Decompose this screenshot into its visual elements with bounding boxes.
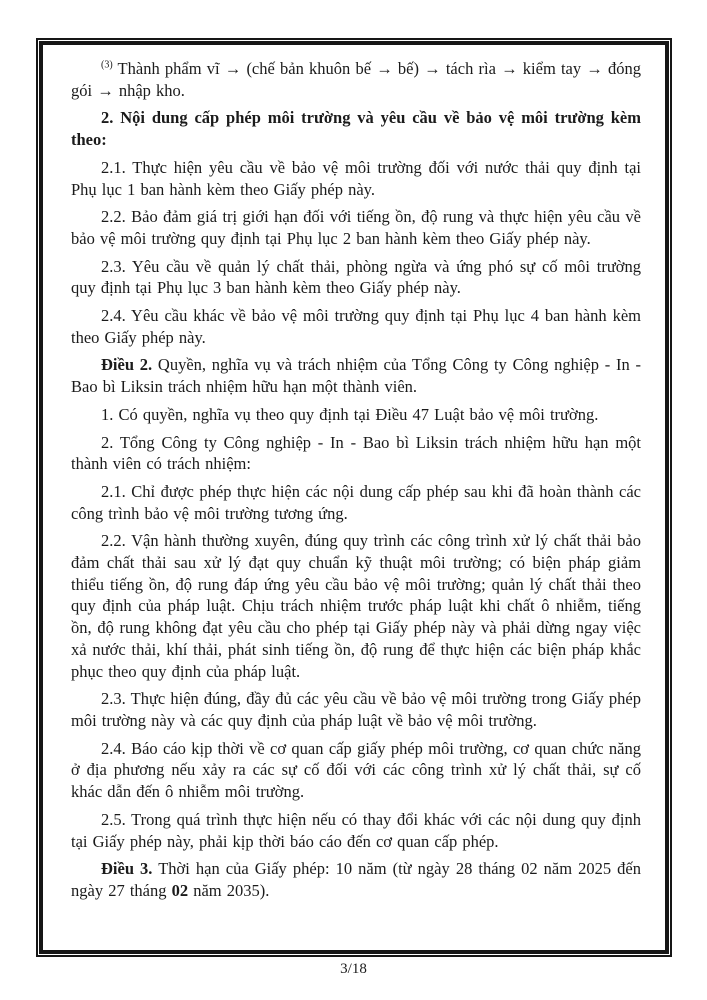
text-segment: 2. Nội dung cấp phép môi trường và yêu cầu về bảo vệ môi trường kèm theo: [71,108,641,150]
page-border-frame [36,38,672,957]
text-segment: 2.2. Bảo đảm giá trị giới hạn đối với tiếng ồn, độ rung và thực hiện yêu cầu về bảo vệ môi trường quy định tại Phụ lục 2 ban hành kèm theo Giấy phép này. [71,207,641,248]
article-2-item-2-2-paragraph [71,530,641,682]
clause-2-2-paragraph [71,206,641,249]
text-segment: 1. Có quyền, nghĩa vụ theo quy định tại Điều 47 Luật bảo vệ môi trường. [101,404,599,424]
article-2-item-1-paragraph [71,404,641,426]
article-2-paragraph [71,354,641,397]
page-number: 3/18 [340,961,367,977]
article-2-item-2-5-paragraph [71,809,641,852]
text-segment: 2.3. Thực hiện đúng, đầy đủ các yêu cầu về bảo vệ môi trường trong Giấy phép môi trường này và các quy định của pháp luật về bảo vệ môi trường. [71,689,641,730]
section-2-heading [71,107,641,150]
text-segment: 2.1. Thực hiện yêu cầu về bảo vệ môi trường đối với nước thải quy định tại Phụ lục 1 ban hành kèm theo Giấy phép này. [71,157,641,199]
text-segment: 2.3. Yêu cầu về quản lý chất thải, phòng ngừa và ứng phó sự cố môi trường quy định tại Phụ lục 3 ban hành kèm theo Giấy phép này. [71,256,641,298]
text-segment: (3) [101,59,113,71]
production-process-step-3-paragraph [71,58,641,101]
article-3-paragraph [71,858,641,901]
text-segment: Thời hạn của Giấy phép: 10 năm (từ ngày 28 tháng 02 năm 2025 đến ngày 27 tháng [71,859,642,900]
text-segment: 02 [171,880,189,900]
text-segment: 2.2. Vận hành thường xuyên, đúng quy trình các công trình xử lý chất thải bảo đảm chất thải sau xử lý đạt quy chuẩn kỹ thuật môi trường; có biện pháp giảm thiểu tiếng ồn, độ rung đáp ứng yêu cầu bảo vệ môi trường; quản lý chất thải theo quy định của pháp luật. Chịu trách nhiệm trước pháp luật khi chất ô nhiễm, tiếng ồn, độ rung không đạt yêu cầu cho phép tại Giấy phép này và phải dừng ngay việc xả nước thải, khí thải, phát sinh tiếng ồn, độ rung để thực hiện các biện pháp khắc phục theo quy định của pháp luật. [71,531,641,681]
text-segment: 2.4. Yêu cầu khác về bảo vệ môi trường quy định tại Phụ lục 4 ban hành kèm theo Giấy phép này. [71,306,641,347]
article-2-item-2-4-paragraph [71,738,641,803]
text-segment: Thành phẩm vĩ → (chế bản khuôn bế → bế) → tách rìa → kiểm tay → đóng gói → nhập kho. [71,59,641,100]
text-segment: 2.4. Báo cáo kịp thời về cơ quan cấp giấy phép môi trường, cơ quan chức năng ở địa phương nếu xảy ra các sự cố đối với các công trình xử lý chất thải, sự cố khác dẫn đến ô nhiễm môi trường. [71,738,641,802]
clause-2-3-paragraph [71,256,641,299]
text-segment: năm 2035). [188,880,270,900]
article-2-item-2-1-paragraph [71,481,641,524]
clause-2-1-paragraph [71,157,641,200]
text-segment: 2.5. Trong quá trình thực hiện nếu có thay đổi khác với các nội dung quy định tại Giấy phép này, phải kịp thời báo cáo đến cơ quan cấp phép. [71,809,641,851]
article-2-item-2-3-paragraph [71,688,641,731]
text-segment: 2.1. Chỉ được phép thực hiện các nội dung cấp phép sau khi đã hoàn thành các công trình bảo vệ môi trường tương ứng. [71,481,641,523]
clause-2-4-paragraph [71,305,641,348]
text-segment: Quyền, nghĩa vụ và trách nhiệm của Tổng Công ty Công nghiệp - In - Bao bì Liksin trách nhiệm hữu hạn một thành viên. [71,355,641,397]
text-segment: Điều 2. [101,355,153,375]
article-2-item-2-paragraph [71,432,641,475]
text-segment: 2. Tổng Công ty Công nghiệp - In - Bao bì Liksin trách nhiệm hữu hạn một thành viên có trách nhiệm: [71,432,641,474]
text-segment: Điều 3. [101,859,153,879]
document-body [39,41,669,954]
